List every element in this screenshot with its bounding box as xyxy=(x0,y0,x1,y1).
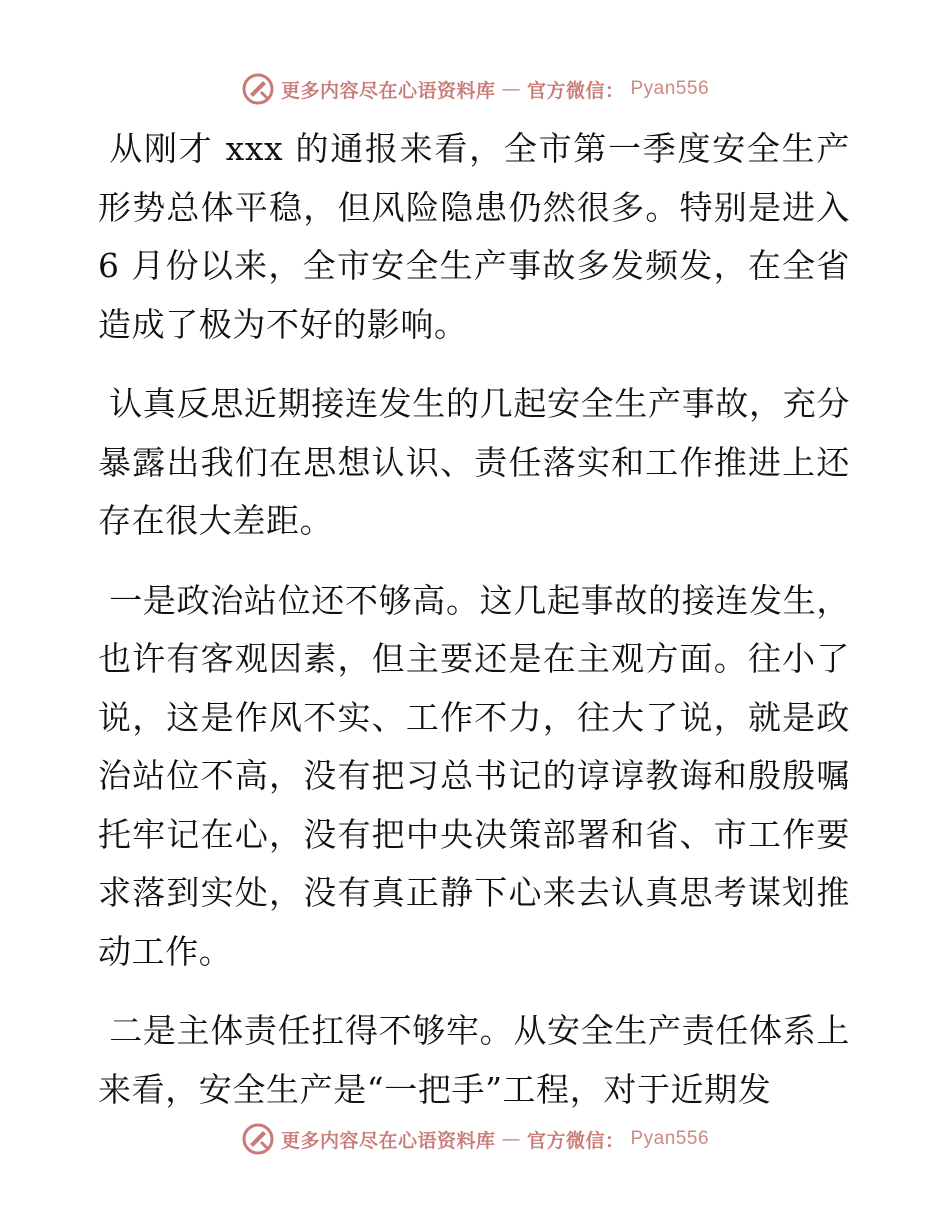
watermark-official-label: 官方微信： xyxy=(526,79,625,102)
paragraph-3: 一是政治站位还不够高。这几起事故的接连发生，也许有客观因素，但主要还是在主观方面。往小了说，这是作风不实、工作不力，往大了说，就是政治站位不高，没有把习总书记的谆谆教诲和殷殷嘱托牢记在心，没有把中央决策部署和省、市工作要求落到实处，没有真正静下心来去认真思考谋划推动工作。 xyxy=(98,580,850,971)
watermark-separator: — xyxy=(501,78,521,100)
watermark-logo-icon xyxy=(241,72,275,106)
watermark-main-text: 更多内容尽在心语资料库 xyxy=(280,79,496,102)
watermark-logo-icon xyxy=(241,1122,275,1156)
watermark-separator: — xyxy=(501,1128,521,1150)
document-body xyxy=(98,120,850,1140)
header-watermark xyxy=(0,72,950,106)
footer-watermark xyxy=(0,1122,950,1156)
paragraph-2: 认真反思近期接连发生的几起安全生产事故，充分暴露出我们在思想认识、责任落实和工作推进上还存在很大差距。 xyxy=(98,384,850,540)
watermark-official-label: 官方微信： xyxy=(526,1129,625,1152)
watermark-wechat-id: Pyan556 xyxy=(630,1128,710,1149)
paragraph-1: 从刚才 xxx 的通报来看，全市第一季度安全生产形势总体平稳，但风险隐患仍然很多。特别是进入 6 月份以来，全市安全生产事故多发频发，在全省造成了极为不好的影响。 xyxy=(98,129,850,344)
watermark-wechat-id: Pyan556 xyxy=(630,78,710,99)
paragraph-4: 二是主体责任扛得不够牢。从安全生产责任体系上来看，安全生产是“一把手”工程，对于近期发 xyxy=(98,1011,850,1109)
watermark-main-text: 更多内容尽在心语资料库 xyxy=(280,1129,496,1152)
